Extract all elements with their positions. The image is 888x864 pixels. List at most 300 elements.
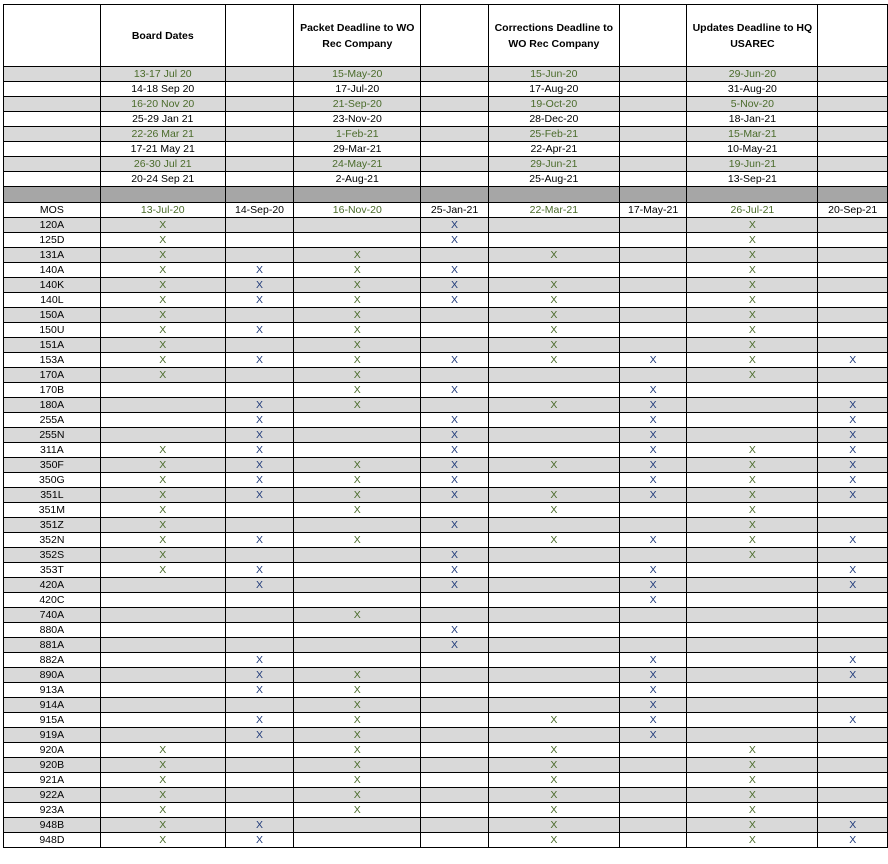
mos-empty-cell: [488, 428, 619, 443]
schedule-board-date: 25-29 Jan 21: [100, 112, 225, 127]
schedule-blank: [421, 97, 489, 112]
mos-empty-cell: [619, 803, 687, 818]
mos-empty-cell: [100, 638, 225, 653]
mos-mark: X: [687, 758, 818, 773]
mos-mark: X: [619, 713, 687, 728]
mos-empty-cell: [619, 548, 687, 563]
mos-row: [4, 368, 888, 383]
mos-mark: X: [488, 758, 619, 773]
mos-mark: X: [488, 278, 619, 293]
mos-empty-cell: [488, 668, 619, 683]
mos-mark: X: [225, 653, 294, 668]
schedule-blank: [421, 127, 489, 142]
mos-empty-cell: [818, 773, 888, 788]
mos-mark: X: [100, 368, 225, 383]
mos-row: [4, 758, 888, 773]
mos-row: [4, 578, 888, 593]
schedule-blank: [619, 112, 687, 127]
mos-row: [4, 818, 888, 833]
mos-row: [4, 713, 888, 728]
mos-mark: X: [294, 353, 421, 368]
mos-empty-cell: [421, 653, 489, 668]
mos-mark: X: [818, 833, 888, 848]
mos-mark: X: [421, 233, 489, 248]
mos-mark: X: [687, 353, 818, 368]
mos-mark: X: [100, 833, 225, 848]
schedule-blank: [225, 97, 294, 112]
schedule-packet-deadline: 21-Sep-20: [294, 97, 421, 112]
mos-mark: X: [619, 728, 687, 743]
mos-code: 922A: [4, 788, 101, 803]
schedule-updates-deadline: 31-Aug-20: [687, 82, 818, 97]
mos-mark: X: [294, 503, 421, 518]
mos-empty-cell: [818, 758, 888, 773]
mos-mark: X: [488, 503, 619, 518]
mos-empty-cell: [294, 818, 421, 833]
mos-mark: X: [421, 353, 489, 368]
mos-mark: X: [100, 503, 225, 518]
mos-mark: X: [619, 413, 687, 428]
mos-code: 915A: [4, 713, 101, 728]
separator-cell: [100, 187, 225, 203]
mos-code: 150U: [4, 323, 101, 338]
mos-empty-cell: [100, 683, 225, 698]
mos-empty-cell: [421, 608, 489, 623]
mos-mark: X: [225, 398, 294, 413]
separator-cell: [294, 187, 421, 203]
mos-mark: X: [687, 503, 818, 518]
schedule-board-date: 22-26 Mar 21: [100, 127, 225, 142]
schedule-corrections-deadline: 28-Dec-20: [488, 112, 619, 127]
mos-mark: X: [225, 323, 294, 338]
mos-empty-cell: [421, 803, 489, 818]
mos-mark: X: [294, 308, 421, 323]
mos-mark: X: [619, 353, 687, 368]
mos-mark: X: [687, 323, 818, 338]
mos-mark: X: [488, 788, 619, 803]
mos-mark: X: [687, 338, 818, 353]
mos-mark: X: [619, 428, 687, 443]
mos-empty-cell: [488, 548, 619, 563]
mos-mark: X: [294, 473, 421, 488]
mos-code: 353T: [4, 563, 101, 578]
mos-empty-cell: [294, 218, 421, 233]
schedule-packet-deadline: 29-Mar-21: [294, 142, 421, 157]
mos-mark: X: [488, 833, 619, 848]
mos-empty-cell: [421, 533, 489, 548]
schedule-updates-deadline: 19-Jun-21: [687, 157, 818, 172]
mos-code: 920B: [4, 758, 101, 773]
mos-mark: X: [421, 638, 489, 653]
mos-mark: X: [488, 293, 619, 308]
mos-empty-cell: [294, 233, 421, 248]
schedule-blank: [4, 142, 101, 157]
mos-row: [4, 428, 888, 443]
mos-code: 255A: [4, 413, 101, 428]
mos-empty-cell: [619, 293, 687, 308]
mos-mark: X: [488, 818, 619, 833]
schedule-blank: [4, 82, 101, 97]
mos-code: 920A: [4, 743, 101, 758]
mos-mark: X: [294, 713, 421, 728]
mos-mark: X: [421, 488, 489, 503]
mos-empty-cell: [687, 668, 818, 683]
schedule-board-date: 13-17 Jul 20: [100, 67, 225, 82]
mos-code: 170B: [4, 383, 101, 398]
header-blank: [421, 5, 489, 67]
mos-empty-cell: [619, 323, 687, 338]
schedule-row: [4, 112, 888, 127]
mos-empty-cell: [687, 563, 818, 578]
schedule-corrections-deadline: 19-Oct-20: [488, 97, 619, 112]
mos-code: 352N: [4, 533, 101, 548]
mos-mark: X: [687, 788, 818, 803]
schedule-blank: [818, 82, 888, 97]
mos-mark: X: [225, 443, 294, 458]
separator-cell: [421, 187, 489, 203]
mos-mark: X: [100, 263, 225, 278]
schedule-blank: [421, 112, 489, 127]
mos-mark: X: [225, 563, 294, 578]
mos-mark: X: [294, 263, 421, 278]
mos-mark: X: [687, 518, 818, 533]
mos-code: 948B: [4, 818, 101, 833]
mos-empty-cell: [687, 698, 818, 713]
mos-mark: X: [294, 248, 421, 263]
mos-empty-cell: [687, 593, 818, 608]
mos-mark: X: [225, 578, 294, 593]
mos-mark: X: [294, 668, 421, 683]
header-corrections-deadline: Corrections Deadline to WO Rec Company: [488, 5, 619, 67]
mos-row: [4, 518, 888, 533]
schedule-packet-deadline: 23-Nov-20: [294, 112, 421, 127]
mos-mark: X: [687, 308, 818, 323]
mos-mark: X: [100, 338, 225, 353]
mos-code: 255N: [4, 428, 101, 443]
mos-mark: X: [294, 698, 421, 713]
mos-mark: X: [225, 263, 294, 278]
mos-mark: X: [687, 233, 818, 248]
mos-empty-cell: [687, 653, 818, 668]
mos-empty-cell: [619, 818, 687, 833]
mos-mark: X: [687, 488, 818, 503]
schedule-board-date: 14-18 Sep 20: [100, 82, 225, 97]
mos-empty-cell: [421, 398, 489, 413]
mos-mark: X: [818, 473, 888, 488]
mos-row: [4, 338, 888, 353]
mos-mark: X: [100, 443, 225, 458]
mos-mark: X: [294, 743, 421, 758]
mos-mark: X: [421, 518, 489, 533]
mos-mark: X: [818, 458, 888, 473]
mos-mark: X: [421, 563, 489, 578]
schedule-board-date: 20-24 Sep 21: [100, 172, 225, 187]
mos-empty-cell: [225, 698, 294, 713]
mos-empty-cell: [225, 758, 294, 773]
mos-empty-cell: [687, 608, 818, 623]
mos-empty-cell: [294, 833, 421, 848]
separator-cell: [4, 187, 101, 203]
schedule-blank: [619, 82, 687, 97]
schedule-blank: [619, 142, 687, 157]
mos-mark: X: [421, 458, 489, 473]
mos-mark: X: [294, 608, 421, 623]
schedule-blank: [225, 112, 294, 127]
mos-mark: X: [100, 548, 225, 563]
separator-cell: [619, 187, 687, 203]
mos-empty-cell: [488, 473, 619, 488]
mos-mark: X: [100, 293, 225, 308]
mos-mark: X: [100, 308, 225, 323]
mos-mark: X: [488, 398, 619, 413]
schedule-blank: [421, 157, 489, 172]
mos-mark: X: [100, 473, 225, 488]
mos-code: 351Z: [4, 518, 101, 533]
mos-mark: X: [687, 548, 818, 563]
mos-mark: X: [294, 398, 421, 413]
mos-code: 131A: [4, 248, 101, 263]
mos-mark: X: [687, 263, 818, 278]
mos-mark: X: [225, 473, 294, 488]
mos-mark: X: [421, 443, 489, 458]
mos-empty-cell: [100, 623, 225, 638]
mos-empty-cell: [619, 638, 687, 653]
schedule-blank: [818, 127, 888, 142]
schedule-blank: [225, 127, 294, 142]
mos-mark: X: [225, 278, 294, 293]
schedule-blank: [619, 157, 687, 172]
separator-row: [4, 187, 888, 203]
mos-mark: X: [488, 803, 619, 818]
mos-empty-cell: [294, 623, 421, 638]
mos-empty-cell: [421, 668, 489, 683]
schedule-updates-deadline: 29-Jun-20: [687, 67, 818, 82]
mos-empty-cell: [421, 698, 489, 713]
mos-empty-cell: [294, 428, 421, 443]
mos-mark: X: [619, 443, 687, 458]
mos-empty-cell: [421, 758, 489, 773]
mos-empty-cell: [619, 743, 687, 758]
mos-mark: X: [225, 353, 294, 368]
mos-mark: X: [100, 518, 225, 533]
mos-mark: X: [294, 338, 421, 353]
mos-row: [4, 803, 888, 818]
mos-row: [4, 833, 888, 848]
mos-empty-cell: [818, 698, 888, 713]
mos-code: 352S: [4, 548, 101, 563]
mos-row: [4, 668, 888, 683]
mos-mark: X: [421, 428, 489, 443]
mos-row: [4, 413, 888, 428]
mos-row: [4, 323, 888, 338]
mos-empty-cell: [818, 593, 888, 608]
board-column-header: 22-Mar-21: [488, 203, 619, 218]
mos-empty-cell: [687, 428, 818, 443]
mos-mark: X: [100, 773, 225, 788]
mos-mark: X: [294, 368, 421, 383]
schedule-blank: [225, 82, 294, 97]
mos-mark: X: [619, 578, 687, 593]
mos-empty-cell: [100, 413, 225, 428]
mos-empty-cell: [818, 218, 888, 233]
mos-empty-cell: [619, 248, 687, 263]
mos-mark: X: [687, 443, 818, 458]
mos-mark: X: [818, 668, 888, 683]
mos-row: [4, 473, 888, 488]
mos-mark: X: [225, 668, 294, 683]
mos-code: 890A: [4, 668, 101, 683]
mos-empty-cell: [225, 503, 294, 518]
mos-empty-cell: [488, 413, 619, 428]
mos-empty-cell: [818, 728, 888, 743]
mos-mark: X: [294, 533, 421, 548]
mos-row: [4, 638, 888, 653]
board-column-header: 13-Jul-20: [100, 203, 225, 218]
mos-code: 120A: [4, 218, 101, 233]
board-column-header: 26-Jul-21: [687, 203, 818, 218]
mos-empty-cell: [488, 593, 619, 608]
mos-code: 914A: [4, 698, 101, 713]
mos-mark: X: [225, 713, 294, 728]
mos-empty-cell: [100, 593, 225, 608]
mos-row: [4, 533, 888, 548]
mos-mark: X: [687, 278, 818, 293]
mos-empty-cell: [100, 578, 225, 593]
mos-empty-cell: [421, 683, 489, 698]
mos-code: 351L: [4, 488, 101, 503]
mos-code: 882A: [4, 653, 101, 668]
mos-row: [4, 608, 888, 623]
mos-empty-cell: [421, 743, 489, 758]
mos-mark: X: [818, 563, 888, 578]
mos-empty-cell: [421, 788, 489, 803]
mos-code: 913A: [4, 683, 101, 698]
mos-empty-cell: [421, 323, 489, 338]
mos-mark: X: [818, 818, 888, 833]
mos-mark: X: [687, 368, 818, 383]
schedule-blank: [619, 172, 687, 187]
mos-empty-cell: [687, 413, 818, 428]
mos-mark: X: [100, 788, 225, 803]
board-column-header: 14-Sep-20: [225, 203, 294, 218]
mos-mark: X: [619, 563, 687, 578]
mos-mark: X: [294, 803, 421, 818]
mos-empty-cell: [294, 518, 421, 533]
schedule-row: [4, 157, 888, 172]
mos-code: 170A: [4, 368, 101, 383]
mos-empty-cell: [294, 413, 421, 428]
mos-mark: X: [619, 458, 687, 473]
mos-empty-cell: [421, 503, 489, 518]
mos-mark: X: [488, 533, 619, 548]
mos-empty-cell: [619, 233, 687, 248]
schedule-blank: [4, 67, 101, 82]
schedule-updates-deadline: 13-Sep-21: [687, 172, 818, 187]
mos-empty-cell: [687, 638, 818, 653]
mos-empty-cell: [818, 503, 888, 518]
mos-empty-cell: [225, 383, 294, 398]
mos-mark: X: [225, 488, 294, 503]
schedule-blank: [421, 82, 489, 97]
mos-mark: X: [294, 278, 421, 293]
schedule-blank: [818, 172, 888, 187]
schedule-corrections-deadline: 25-Feb-21: [488, 127, 619, 142]
schedule-row: [4, 82, 888, 97]
mos-row: [4, 503, 888, 518]
mos-mark: X: [294, 773, 421, 788]
mos-mark: X: [488, 743, 619, 758]
schedule-corrections-deadline: 22-Apr-21: [488, 142, 619, 157]
mos-row: [4, 698, 888, 713]
mos-row: [4, 773, 888, 788]
mos-mark: X: [100, 218, 225, 233]
mos-empty-cell: [619, 788, 687, 803]
mos-row: [4, 593, 888, 608]
mos-row: [4, 293, 888, 308]
mos-code: 921A: [4, 773, 101, 788]
header-blank: [4, 5, 101, 67]
schedule-blank: [4, 172, 101, 187]
mos-empty-cell: [100, 698, 225, 713]
mos-empty-cell: [294, 593, 421, 608]
mos-empty-cell: [619, 758, 687, 773]
mos-empty-cell: [225, 308, 294, 323]
mos-empty-cell: [687, 728, 818, 743]
mos-mark: X: [100, 278, 225, 293]
schedule-blank: [4, 157, 101, 172]
mos-code: 350G: [4, 473, 101, 488]
schedule-blank: [818, 67, 888, 82]
mos-mark: X: [294, 788, 421, 803]
mos-empty-cell: [421, 368, 489, 383]
mos-mark: X: [619, 473, 687, 488]
mos-mark: X: [488, 713, 619, 728]
schedule-packet-deadline: 17-Jul-20: [294, 82, 421, 97]
mos-empty-cell: [488, 608, 619, 623]
schedule-blank: [619, 127, 687, 142]
mos-empty-cell: [488, 638, 619, 653]
mos-empty-cell: [294, 443, 421, 458]
mos-empty-cell: [818, 743, 888, 758]
separator-cell: [687, 187, 818, 203]
mos-row: [4, 263, 888, 278]
schedule-blank: [4, 97, 101, 112]
mos-empty-cell: [818, 323, 888, 338]
schedule-blank: [421, 67, 489, 82]
board-column-header: 25-Jan-21: [421, 203, 489, 218]
mos-code: 140K: [4, 278, 101, 293]
mos-empty-cell: [619, 833, 687, 848]
header-blank: [619, 5, 687, 67]
mos-empty-cell: [488, 518, 619, 533]
mos-mark: X: [818, 398, 888, 413]
mos-mark: X: [687, 818, 818, 833]
mos-empty-cell: [225, 593, 294, 608]
separator-cell: [818, 187, 888, 203]
schedule-blank: [225, 172, 294, 187]
mos-mark: X: [619, 668, 687, 683]
schedule-corrections-deadline: 17-Aug-20: [488, 82, 619, 97]
schedule-blank: [421, 142, 489, 157]
mos-row: [4, 308, 888, 323]
mos-code: 420C: [4, 593, 101, 608]
header-blank: [818, 5, 888, 67]
mos-empty-cell: [619, 608, 687, 623]
mos-empty-cell: [225, 338, 294, 353]
mos-empty-cell: [818, 638, 888, 653]
schedule-blank: [421, 172, 489, 187]
schedule-packet-deadline: 15-May-20: [294, 67, 421, 82]
